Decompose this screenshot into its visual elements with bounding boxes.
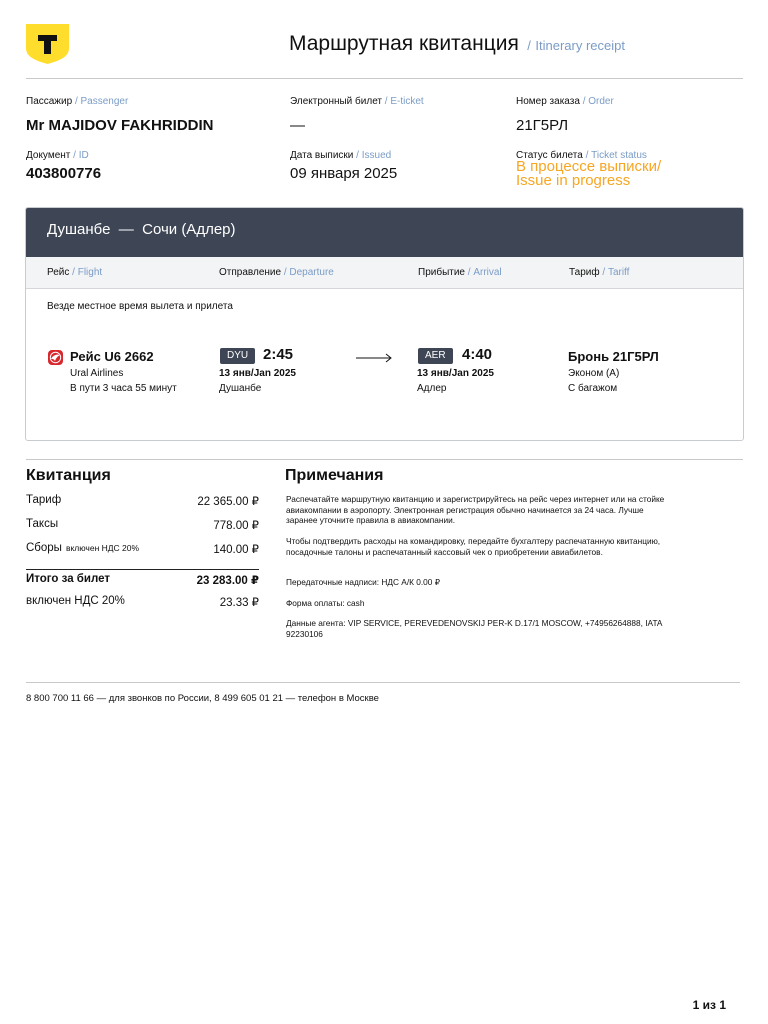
footer-phones: 8 800 700 11 66 — для звонков по России, 8 499 605 01 21 — телефон в Москве [26, 693, 379, 704]
flight-duration: В пути 3 часа 55 минут [70, 383, 177, 394]
receipt-total-divider [26, 569, 259, 570]
departure-time: 2:45 [263, 346, 294, 363]
arrival-date: 13 янв/Jan 2025 [417, 368, 494, 379]
tbank-logo [26, 24, 69, 64]
footer-divider [26, 682, 740, 683]
eticket-value: — [290, 117, 305, 134]
arrow-right-icon [356, 350, 392, 360]
header-divider [26, 78, 743, 79]
title-ru: Маршрутная квитанция [289, 32, 519, 55]
issued-date: 09 января 2025 [290, 165, 398, 182]
arrival-city: Адлер [417, 383, 447, 394]
title-en: Itinerary receipt [535, 38, 625, 53]
page-title [289, 32, 625, 56]
order-label: Номер заказа / Order [516, 96, 614, 107]
route-card [25, 207, 744, 441]
departure-city: Душанбе [219, 383, 262, 394]
local-time-note: Везде местное время вылета и прилета [47, 301, 233, 312]
notes-payment-form: Форма оплаты: cash [286, 598, 365, 608]
receipt-row-fees: Сборы включен НДС 20% 140.00 ₽ [26, 542, 259, 556]
order-number: 21Г5РЛ [516, 117, 569, 134]
notes-paragraph-expenses: Чтобы подтвердить расходы на командировку, передайте бухгалтеру распечатанную квитанцию, посадочные талоны и распечатанный кассовый чек о приобретении авиабилетов. [286, 536, 661, 557]
fare-class: Эконом (А) [568, 368, 620, 379]
route-title: Душанбе — Сочи (Адлер) [47, 221, 236, 238]
route-column-headers [26, 257, 743, 289]
eticket-label: Электронный билет / E-ticket [290, 96, 424, 107]
receipt-row-fare: Тариф 22 365.00 ₽ [26, 494, 259, 508]
column-tariff: Тариф / Tariff [569, 267, 630, 278]
passenger-name: Mr MAJIDOV FAKHRIDDIN [26, 117, 214, 134]
title-separator: / [527, 38, 531, 53]
route-header [26, 208, 743, 257]
notes-paragraph-checkin: Распечатайте маршрутную квитанцию и зарегистрируйтесь на рейс через интернет или на стойке авиакомпании в аэропорту. Электронная регистрация обычно начинается за 24 часа. Лучше заранее уточните правила в авиакомпании. [286, 494, 665, 525]
receipt-row-taxes: Таксы 778.00 ₽ [26, 518, 259, 532]
document-number: 403800776 [26, 165, 102, 182]
notes-endorsements: Передаточные надписи: НДС А/К 0.00 ₽ [286, 577, 440, 587]
notes-agent-data: Данные агента: VIP SERVICE, PEREVEDENOVSKIJ PER-K D.17/1 MOSCOW, +74956264888, IATA 92230106 [286, 618, 662, 639]
booking-code: Бронь 21Г5РЛ [568, 349, 659, 364]
ural-airlines-icon [48, 350, 63, 365]
arrival-time: 4:40 [462, 346, 493, 363]
departure-airport-code: DYU [220, 348, 255, 364]
column-flight: Рейс / Flight [47, 267, 103, 278]
notes-title: Примечания [285, 467, 384, 484]
receipt-row-vat: включен НДС 20% 23.33 ₽ [26, 595, 259, 609]
departure-date: 13 янв/Jan 2025 [219, 368, 296, 379]
arrival-airport-code: AER [418, 348, 453, 364]
passenger-label: Пассажир / Passenger [26, 96, 129, 107]
page-number: 1 из 1 [692, 998, 726, 1012]
baggage-info: С багажом [568, 383, 618, 394]
ticket-status-label: Статус билета / Ticket status [516, 150, 647, 161]
column-arrival: Прибытие / Arrival [418, 267, 502, 278]
receipt-row-total: Итого за билет 23 283.00 ₽ [26, 573, 259, 587]
airline-name: Ural Airlines [70, 368, 124, 379]
ticket-status-value: В процессе выписки/ Issue in progress [516, 158, 662, 189]
issued-label: Дата выписки / Issued [290, 150, 392, 161]
column-departure: Отправление / Departure [219, 267, 334, 278]
section-divider [26, 459, 743, 460]
document-label: Документ / ID [26, 150, 89, 161]
receipt-title: Квитанция [26, 467, 111, 484]
flight-number: Рейс U6 2662 [70, 349, 154, 364]
